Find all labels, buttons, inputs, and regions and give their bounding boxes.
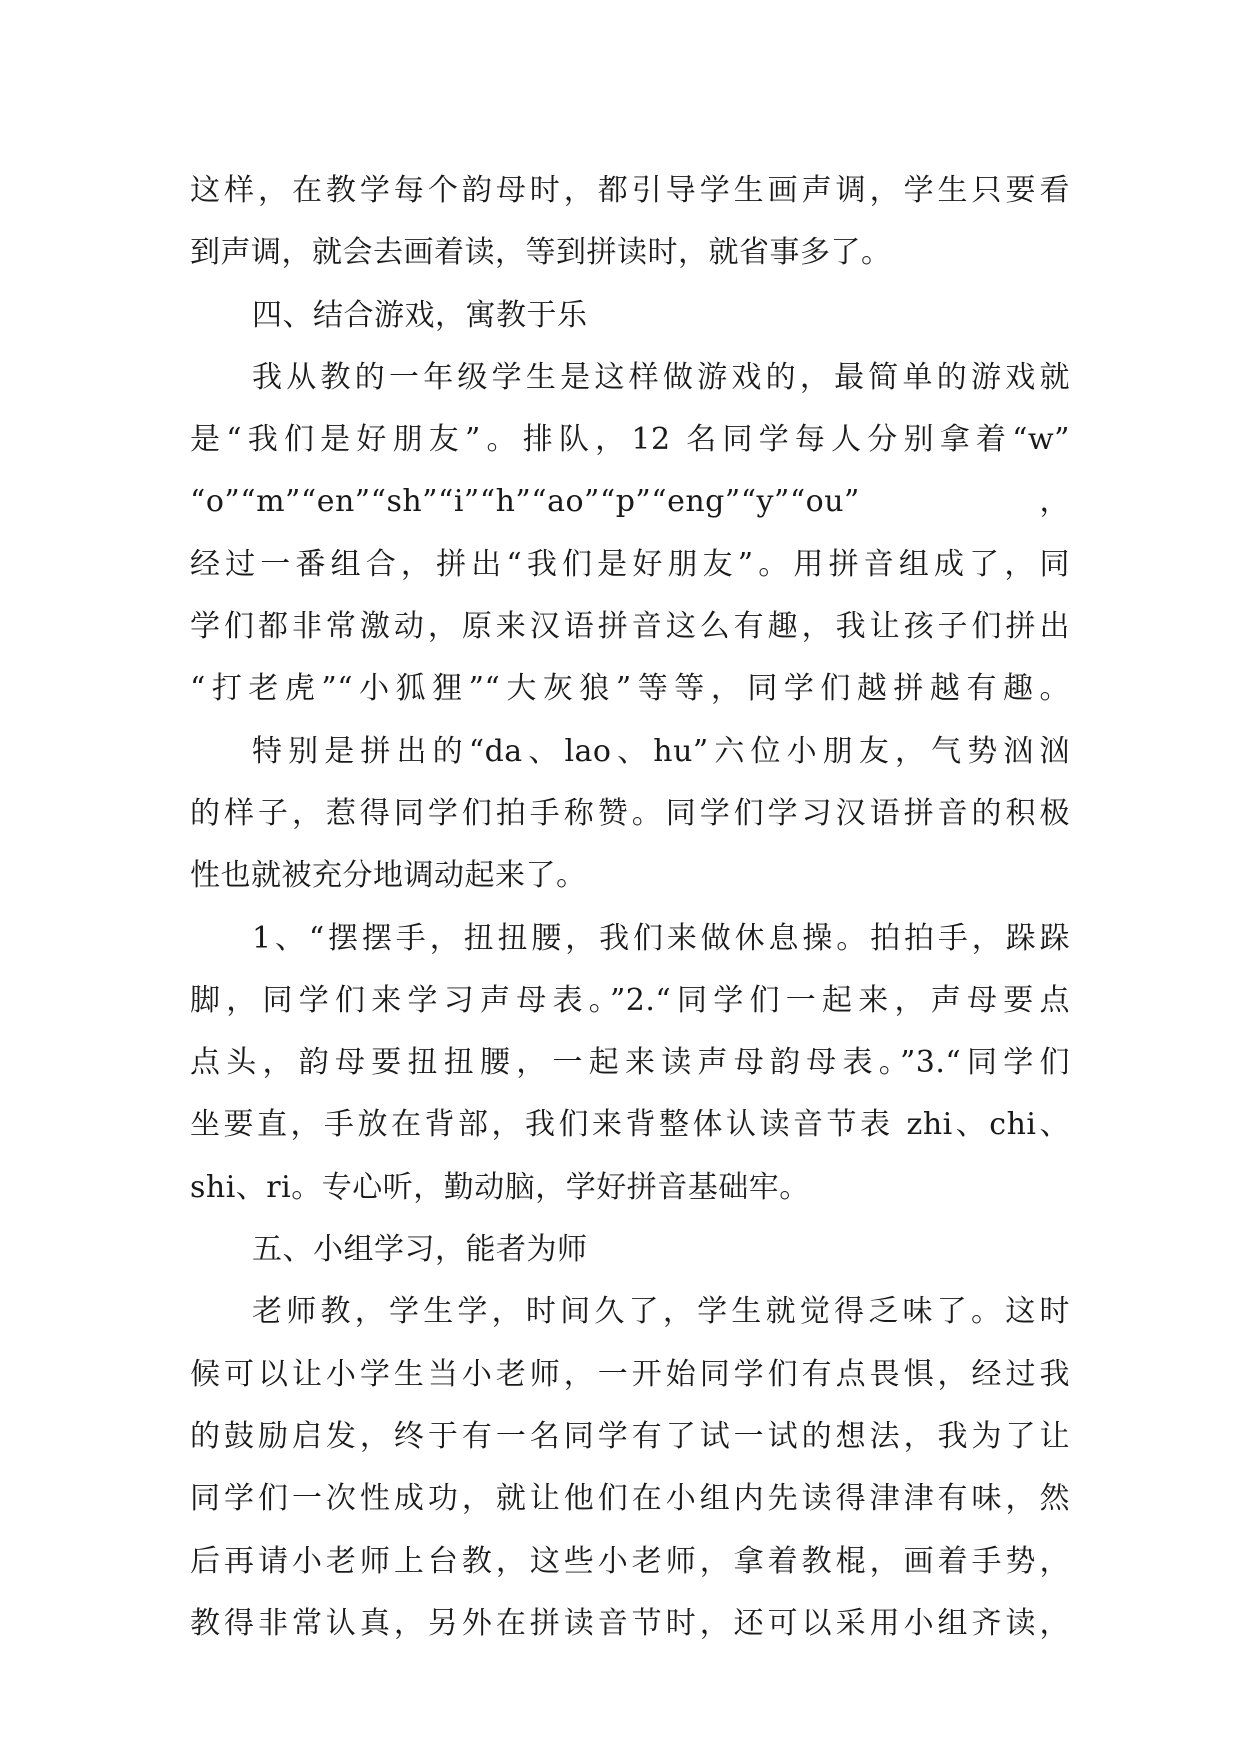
text-line: 到声调，就会去画着读，等到拼读时，就省事多了。 [190, 235, 892, 271]
text-line: “o”“m”“en”“sh”“i”“h”“ao”“p”“eng”“y”“ou”， [190, 484, 1070, 520]
text-line: 老师教，学生学，时间久了，学生就觉得乏味了。这时 [252, 1294, 1070, 1330]
section-heading: 四、结合游戏，寓教于乐 [252, 297, 588, 333]
text-line: 我从教的一年级学生是这样做游戏的，最简单的游戏就 [252, 359, 1070, 395]
text-line: 学们都非常激动，原来汉语拼音这么有趣，我让孩子们拼出 [190, 609, 1070, 645]
text-line: 教得非常认真，另外在拼读音节时，还可以采用小组齐读， [190, 1605, 1070, 1641]
text-line: 脚，同学们来学习声母表。”2.“同学们一起来，声母要点 [190, 982, 1070, 1018]
text-line: 的鼓励启发，终于有一名同学有了试一试的想法，我为了让 [190, 1418, 1070, 1454]
body-text [190, 160, 1070, 1655]
text-line: 候可以让小学生当小老师，一开始同学们有点畏惧，经过我 [190, 1356, 1070, 1392]
text-line: 性也就被充分地调动起来了。 [190, 858, 587, 894]
text-line: 点头，韵母要扭扭腰，一起来读声母韵母表。”3.“同学们 [190, 1045, 1070, 1081]
text-line: shi、ri。专心听，勤动脑，学好拼音基础牢。 [190, 1169, 810, 1205]
text-line: 这样，在教学每个韵母时，都引导学生画声调，学生只要看 [190, 173, 1070, 208]
text-line: 的样子，惹得同学们拍手称赞。同学们学习汉语拼音的积极 [190, 795, 1070, 831]
text-line: 是“我们是好朋友”。排队，12 名同学每人分别拿着“w” [190, 422, 1070, 458]
text-line: “打老虎”“小狐狸”“大灰狼”等等，同学们越拼越有趣。 [190, 671, 1070, 707]
text-line: 特别是拼出的“da、lao、hu”六位小朋友，气势汹汹 [252, 733, 1070, 769]
text-line: 坐要直，手放在背部，我们来背整体认读音节表 zhi、chi、 [190, 1107, 1070, 1143]
text-line: 经过一番组合，拼出“我们是好朋友”。用拼音组成了，同 [190, 546, 1070, 582]
text-line: 后再请小老师上台教，这些小老师，拿着教棍，画着手势， [190, 1543, 1070, 1579]
text-line: 同学们一次性成功，就让他们在小组内先读得津津有味，然 [190, 1481, 1070, 1517]
section-heading: 五、小组学习，能者为师 [252, 1232, 588, 1268]
text-line: 1、“摆摆手，扭扭腰，我们来做休息操。拍拍手，跺跺 [252, 920, 1070, 956]
